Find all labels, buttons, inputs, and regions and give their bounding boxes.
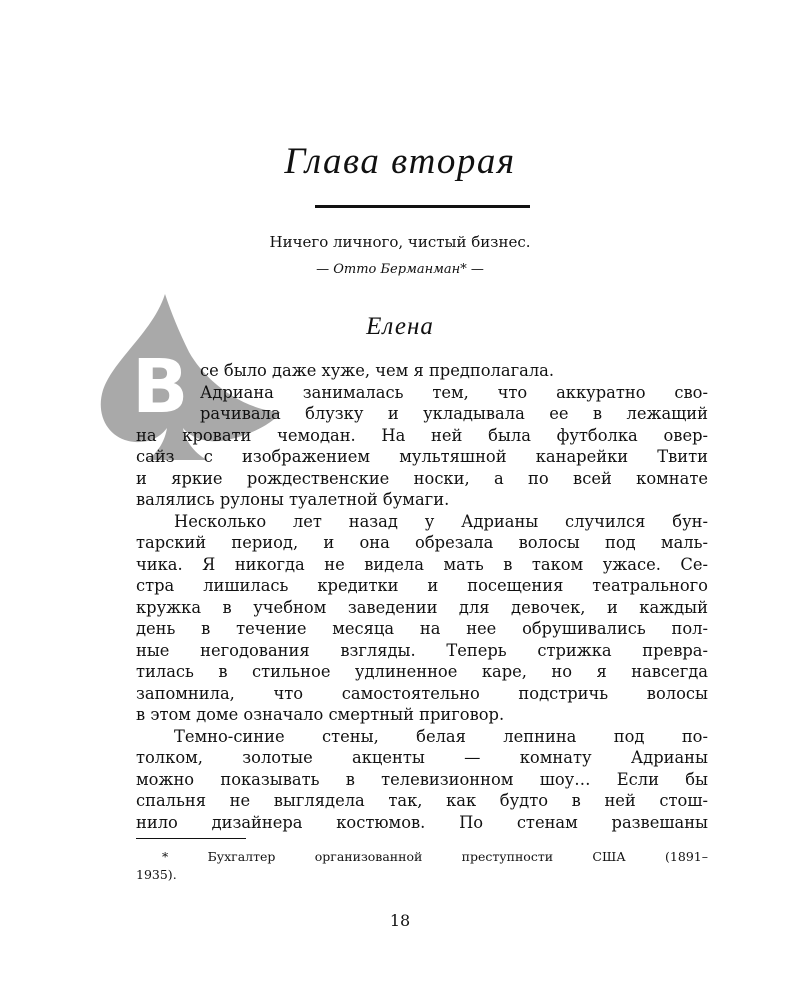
body-line: тилась в стильное удлиненное каре, но я навсегда bbox=[136, 662, 708, 681]
body-line: кружка в учебном заведении для девочек, и каждый bbox=[136, 598, 708, 617]
section-title: Елена bbox=[366, 313, 434, 340]
body-line: Темно-синие стены, белая лепнина под по- bbox=[174, 727, 708, 746]
body-line: рачивала блузку и укладывала ее в лежащий bbox=[200, 404, 708, 423]
title-divider bbox=[315, 205, 530, 208]
drop-cap: В bbox=[132, 344, 189, 430]
body-line: сайз с изображением мультяшной канарейки Твити bbox=[136, 447, 708, 466]
body-line: ные негодования взгляды. Теперь стрижка превра- bbox=[136, 641, 708, 660]
body-line: Несколько лет назад у Адрианы случился бун- bbox=[174, 512, 708, 531]
body-line: спальня не выглядела так, как будто в ней стош- bbox=[136, 791, 708, 810]
body-line: на кровати чемодан. На ней была футболка овер- bbox=[136, 426, 708, 445]
body-line: запомнила, что самостоятельно подстричь волосы bbox=[136, 684, 708, 703]
body-line: стра лишилась кредитки и посещения театрального bbox=[136, 576, 708, 595]
footnote-divider bbox=[136, 838, 246, 839]
body-line: валялись рулоны туалетной бумаги. bbox=[136, 490, 450, 509]
footnote-line: * Бухгалтер организованной преступности США (1891– bbox=[162, 849, 708, 864]
epigraph: Ничего личного, чистый бизнес. bbox=[269, 233, 531, 251]
body-line: чика. Я никогда не видела мать в таком ужасе. Се- bbox=[136, 555, 708, 574]
body-line: Адриана занималась тем, что аккуратно сво- bbox=[200, 383, 708, 402]
body-line: можно показывать в телевизионном шоу… Если бы bbox=[136, 770, 708, 789]
body-line: се было даже хуже, чем я предполагала. bbox=[200, 361, 555, 380]
body-line: и яркие рождественские носки, а по всей комнате bbox=[136, 469, 708, 488]
chapter-title: Глава вторая bbox=[284, 141, 516, 182]
footnote-line: 1935). bbox=[136, 867, 177, 882]
body-line: в этом доме означало смертный приговор. bbox=[136, 705, 505, 724]
body-line: нило дизайнера костюмов. По стенам развешаны bbox=[136, 813, 708, 832]
epigraph-author: — Отто Берманман* — bbox=[316, 262, 484, 277]
page-number: 18 bbox=[389, 911, 411, 930]
body-line: толком, золотые акценты — комнату Адрианы bbox=[136, 748, 708, 767]
body-line: тарский период, и она обрезала волосы под маль- bbox=[136, 533, 708, 552]
body-line: день в течение месяца на нее обрушивались пол- bbox=[136, 619, 708, 638]
